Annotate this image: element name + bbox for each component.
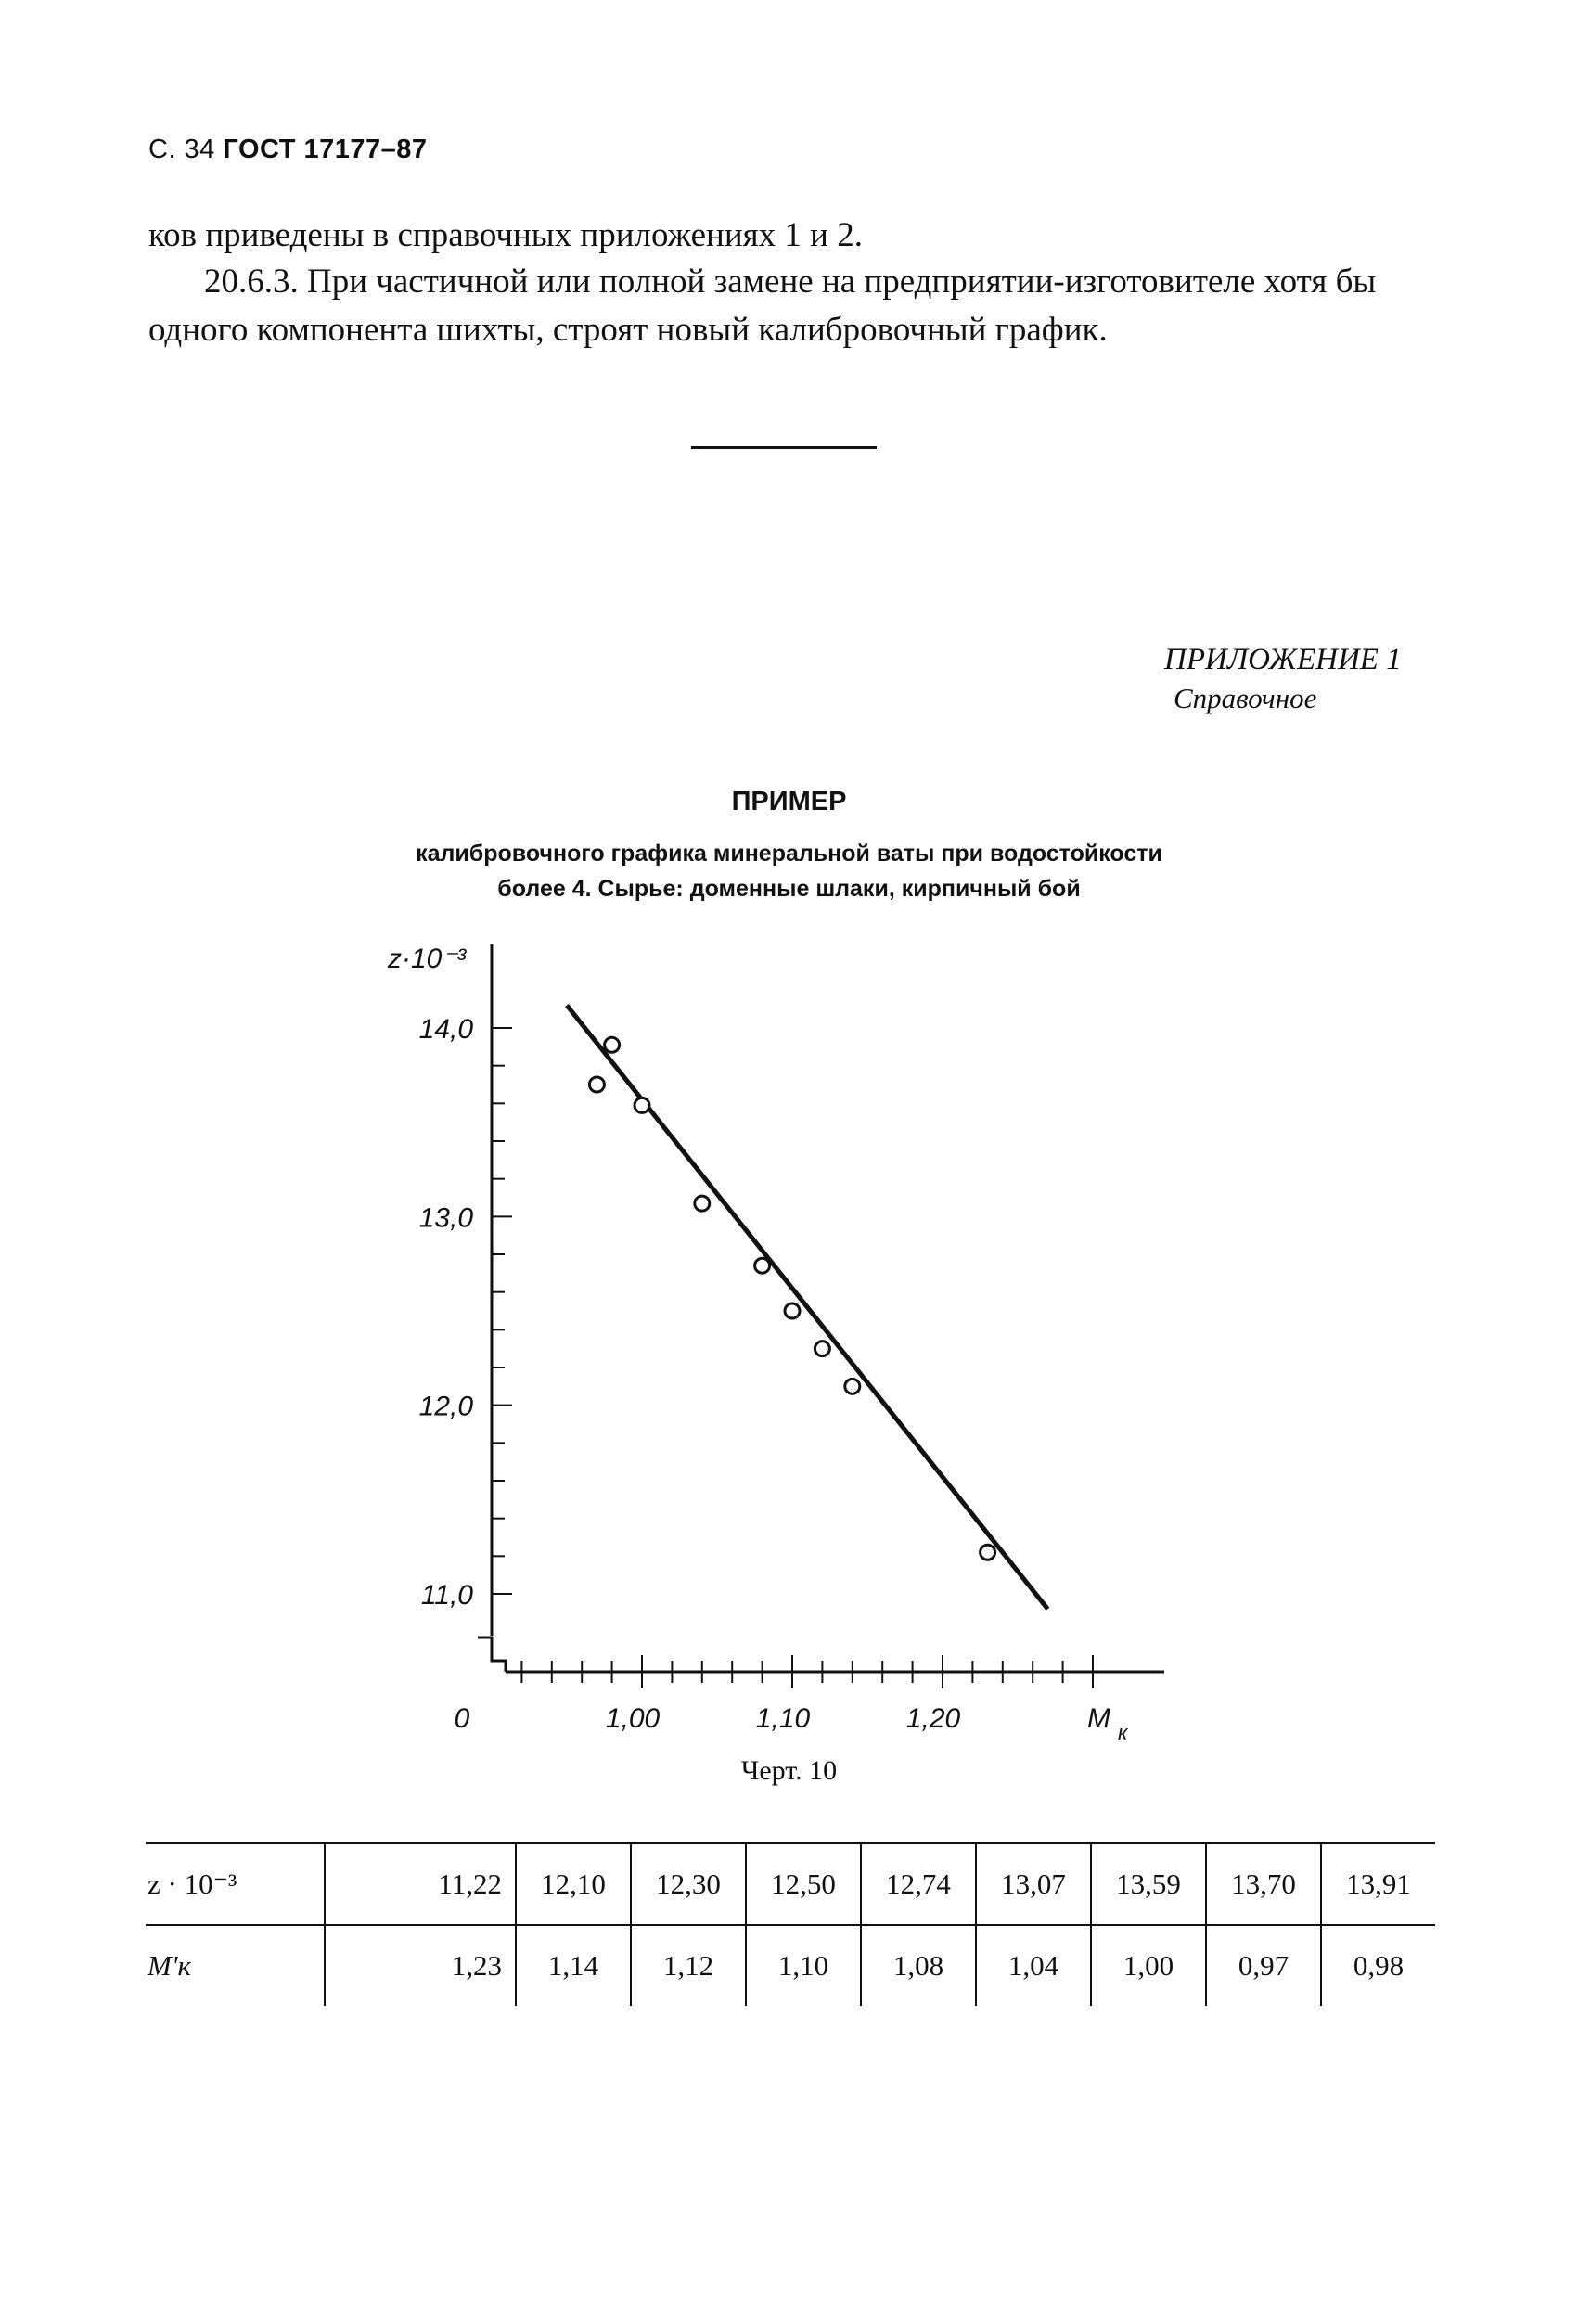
table-cell: 1,14 [516, 1925, 631, 2006]
table-cell: 13,07 [976, 1843, 1091, 1926]
figure-subtitle-line-1: калибровочного графика минеральной ваты при водостойкости [416, 841, 1162, 867]
table-cell: 13,70 [1206, 1843, 1321, 1926]
y-tick-label: 13,0 [418, 1202, 473, 1234]
appendix-title: ПРИЛОЖЕНИЕ 1 [1164, 643, 1402, 676]
axis-break [478, 1637, 506, 1672]
table-cell: 1,10 [746, 1925, 861, 2006]
appendix-subtitle: Справочное [1174, 682, 1317, 714]
data-point [785, 1303, 800, 1318]
table-cell: 12,74 [861, 1843, 976, 1926]
origin-label: 0 [454, 1703, 470, 1734]
data-point [635, 1098, 649, 1112]
text-paragraph-2: 20.6.3. При частичной или полной замене на предприятии-изготовителе хотя бы одного компонента шихты, строят новый калибровочный график. [148, 263, 1377, 349]
table-cell: 1,12 [631, 1925, 746, 2006]
table-cell: 1,08 [861, 1925, 976, 2006]
text-line-1: ков приведены в справочных приложениях 1 и 2. [148, 216, 863, 254]
row-label-m: M'к [148, 1949, 191, 1982]
y-tick-label: 12,0 [418, 1391, 473, 1422]
table-cell: 0,98 [1321, 1925, 1435, 2006]
table-row-m [146, 1925, 1435, 2006]
table-cell: 1,04 [976, 1925, 1091, 2006]
table-cell: 12,30 [631, 1843, 746, 1926]
y-tick-label: 14,0 [418, 1014, 473, 1045]
y-tick-label: 11,0 [420, 1580, 473, 1611]
figure-caption: Черт. 10 [740, 1755, 838, 1786]
y-axis-label: z·10⁻³ [388, 944, 467, 974]
table-cell: 11,22 [325, 1843, 516, 1926]
data-point [981, 1545, 995, 1560]
table-cell: 0,97 [1206, 1925, 1321, 2006]
table-row-z [146, 1843, 1435, 1926]
data-point [695, 1196, 710, 1211]
table-cell: 12,10 [516, 1843, 631, 1926]
data-point [755, 1258, 770, 1273]
data-point [815, 1342, 829, 1356]
data-table [146, 1842, 1435, 2006]
figure-subtitle-line-2: более 4. Сырье: доменные шлаки, кирпичный бой [497, 876, 1081, 902]
table-cell: 1,23 [325, 1925, 516, 2006]
figure-title: ПРИМЕР [731, 787, 847, 816]
table-cell: 12,50 [746, 1843, 861, 1926]
fit-line [567, 1006, 1047, 1610]
data-point [845, 1379, 860, 1393]
x-axis-label: M [1087, 1703, 1110, 1734]
x-tick-label: 1,00 [605, 1703, 661, 1734]
table-cell: 13,91 [1321, 1843, 1435, 1926]
table-cell: 1,00 [1091, 1925, 1206, 2006]
data-point [589, 1077, 604, 1092]
x-tick-label: 1,10 [755, 1703, 811, 1734]
row-label-z: z · 10⁻³ [146, 1843, 325, 1926]
page-number: С. 34 [148, 135, 215, 164]
table-cell: 13,59 [1091, 1843, 1206, 1926]
data-point [605, 1037, 620, 1052]
x-tick-label: 1,20 [905, 1703, 961, 1734]
x-axis-label-subscript: к [1118, 1721, 1128, 1744]
standard-number: ГОСТ 17177–87 [223, 135, 428, 164]
